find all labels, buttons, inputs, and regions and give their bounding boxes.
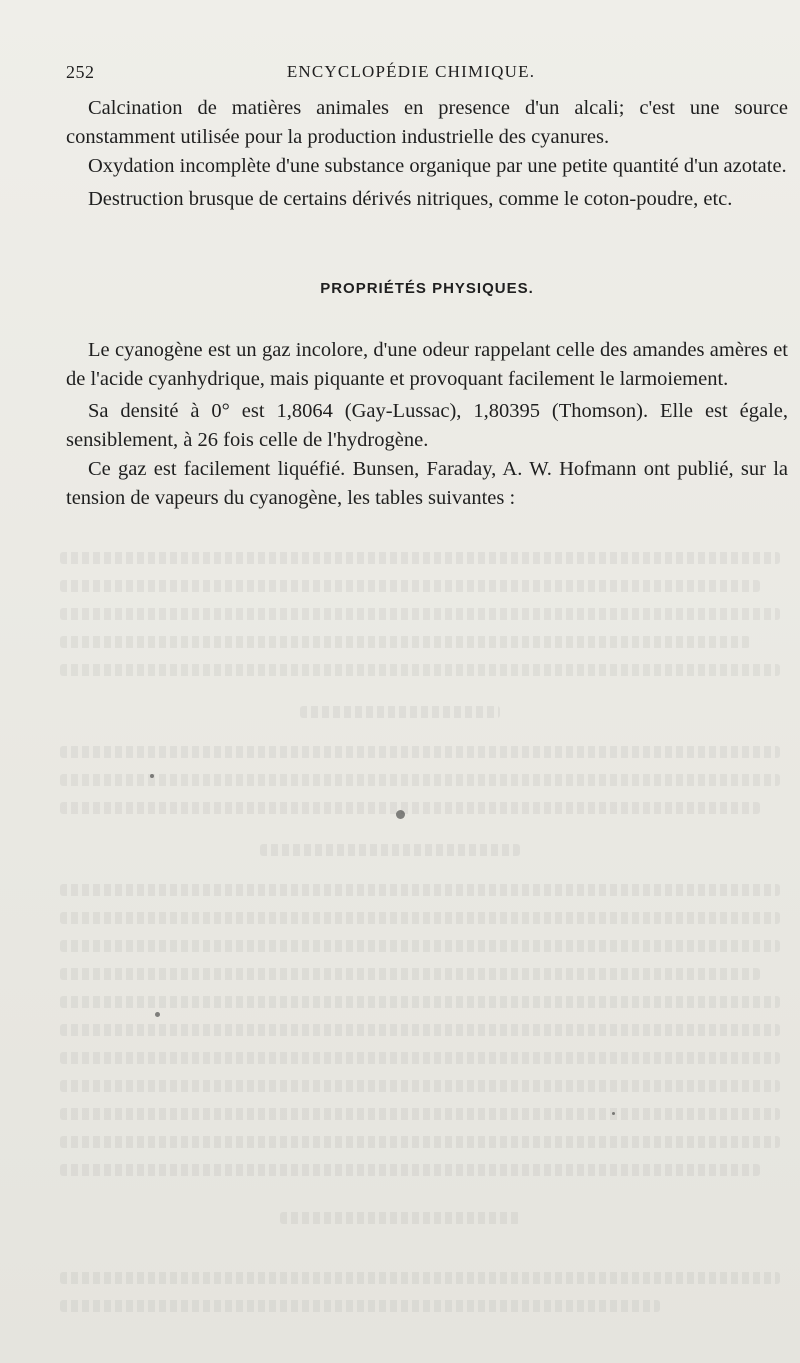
bleed-through-line <box>300 706 500 718</box>
bleed-through-line <box>60 1024 780 1036</box>
page-header <box>66 62 756 88</box>
paragraph: Oxydation incomplète d'une substance organique par une petite quantité d'un azotate. <box>88 155 787 177</box>
bleed-through-line <box>60 884 780 896</box>
bleed-through-line <box>60 1052 780 1064</box>
bleed-through-line <box>60 664 780 676</box>
bleed-through-line <box>60 802 760 814</box>
bleed-through-line <box>60 996 780 1008</box>
bleed-through-line <box>60 608 780 620</box>
section-heading: PROPRIÉTÉS PHYSIQUES. <box>320 280 534 297</box>
ink-speck <box>150 774 154 778</box>
ink-speck <box>612 1112 615 1115</box>
bleed-through-line <box>60 1080 780 1092</box>
paragraph: Le cyanogène est un gaz incolore, d'une odeur rappelant celle des amandes amères et de l'acide cyanhydrique, mais piquante et provoquant facilement le larmoiement. <box>66 339 788 390</box>
ink-speck <box>155 1012 160 1017</box>
paragraph: Calcination de matières animales en presence d'un alcali; c'est une source constamment utilisée pour la production industrielle des cyanures. <box>66 97 788 148</box>
bleed-through-line <box>60 552 780 564</box>
section-text-block <box>66 336 788 513</box>
bleed-through-line <box>280 1212 520 1224</box>
paragraph: Sa densité à 0° est 1,8064 (Gay-Lussac), 1,80395 (Thomson). Elle est égale, sensiblement, à 26 fois celle de l'hydrogène. <box>66 400 788 451</box>
paragraph: Destruction brusque de certains dérivés nitriques, comme le coton-poudre, etc. <box>88 188 733 210</box>
bleed-through-line <box>60 940 780 952</box>
page-number: 252 <box>66 62 95 82</box>
bleed-through-line <box>60 1108 780 1120</box>
running-title: ENCYCLOPÉDIE CHIMIQUE. <box>286 62 536 81</box>
bleed-through-line <box>60 636 750 648</box>
bleed-through-line <box>60 1300 660 1312</box>
bleed-through-line <box>60 1272 780 1284</box>
bleed-through-line <box>60 968 760 980</box>
ink-speck <box>396 810 405 819</box>
bleed-through-line <box>60 1136 780 1148</box>
bleed-through-line <box>60 912 780 924</box>
bleed-through-line <box>60 746 780 758</box>
bleed-through-line <box>60 774 780 786</box>
bleed-through-line <box>260 844 520 856</box>
bleed-through-line <box>60 580 760 592</box>
paragraph: Ce gaz est facilement liquéfié. Bunsen, Faraday, A. W. Hofmann ont publié, sur la tension de vapeurs du cyanogène, les tables suivantes : <box>66 458 788 509</box>
bleed-through-line <box>60 1164 760 1176</box>
intro-text-block <box>66 94 788 214</box>
